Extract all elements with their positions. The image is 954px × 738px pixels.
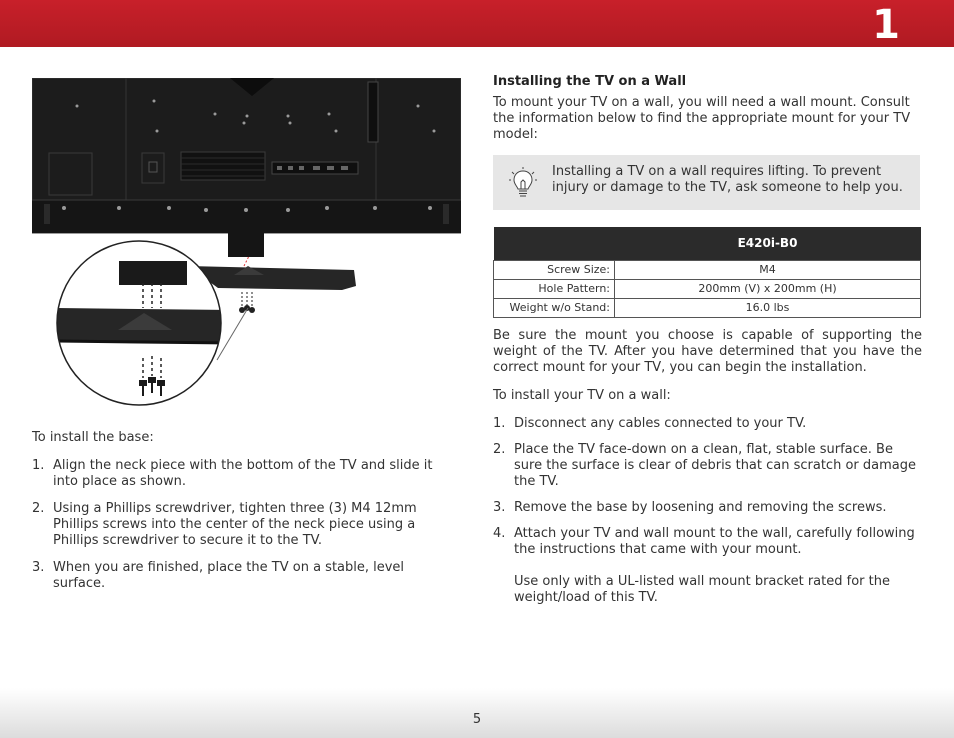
table-header-model: E420i-B0 xyxy=(615,227,921,260)
list-item: 1. Disconnect any cables connected to your TV. xyxy=(493,415,807,431)
mount-capacity-paragraph: Be sure the mount you choose is capable of supporting the weight of the TV. After you have determined that you have the correct mount for your TV, you can begin the installation. xyxy=(493,327,922,375)
section-title: Installing the TV on a Wall xyxy=(493,74,687,89)
list-item: 2. Place the TV face-down on a clean, flat, stable surface. Be sure the surface is clear of debris that can scratch or damage the TV. xyxy=(493,441,916,489)
row-value: 200mm (V) x 200mm (H) xyxy=(615,279,921,298)
ul-listed-note: Use only with a UL-listed wall mount bracket rated for the weight/load of this TV. xyxy=(514,573,890,605)
table-row xyxy=(494,260,921,279)
left-column xyxy=(32,78,460,603)
wall-install-steps xyxy=(493,416,922,606)
row-label: Weight w/o Stand: xyxy=(494,298,615,317)
row-value: 16.0 lbs xyxy=(615,298,921,317)
base-install-steps xyxy=(32,458,460,592)
tv-base-illustration xyxy=(32,78,461,408)
page-number: 5 xyxy=(472,712,482,727)
wall-mount-spec-table xyxy=(493,227,921,318)
note-text: Installing a TV on a wall requires lifting. To prevent injury or damage to the TV, ask someone to help you. xyxy=(552,164,903,195)
chapter-header-bar xyxy=(0,0,954,47)
wall-mount-intro: To mount your TV on a wall, you will need a wall mount. Consult the information below to find the appropriate mount for your TV model: xyxy=(493,95,911,142)
right-column xyxy=(493,74,922,616)
list-item: 2. Using a Phillips screwdriver, tighten three (3) M4 12mm Phillips screws into the center of the neck piece using a Phillips screwdriver to secure it to the TV. xyxy=(32,501,417,548)
list-item: 1. Align the neck piece with the bottom of the TV and slide it into place as shown. xyxy=(32,458,433,489)
table-header-blank xyxy=(494,227,615,260)
row-value: M4 xyxy=(615,260,921,279)
row-label: Screw Size: xyxy=(494,260,615,279)
list-item: 4. Attach your TV and wall mount to the wall, carefully following the instructions that came with your mount. Use only with a UL-listed wall mount bracket rated for the weight/load of this TV. xyxy=(493,526,922,606)
list-item: 3. Remove the base by loosening and removing the screws. xyxy=(493,499,887,515)
lightbulb-icon xyxy=(509,166,537,200)
wall-install-intro: To install your TV on a wall: xyxy=(493,387,671,403)
chapter-number: 1 xyxy=(872,2,900,48)
note-box xyxy=(493,155,920,210)
table-row xyxy=(494,298,921,317)
row-label: Hole Pattern: xyxy=(494,279,615,298)
list-item: 3. When you are finished, place the TV on a stable, level surface. xyxy=(32,560,405,591)
table-row xyxy=(494,279,921,298)
base-install-intro: To install the base: xyxy=(32,430,154,445)
